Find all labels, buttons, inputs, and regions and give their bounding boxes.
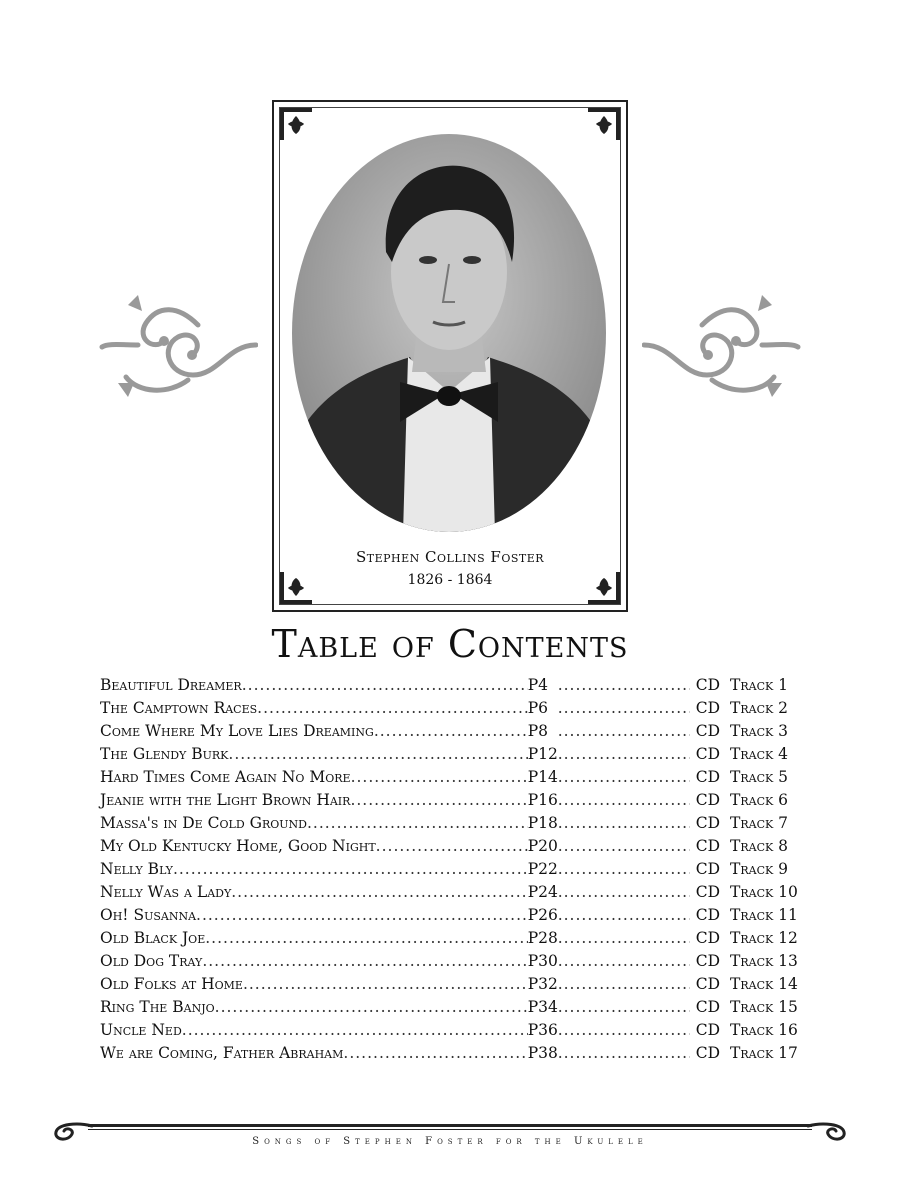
portrait-caption-name: Stephen Collins Foster	[355, 548, 545, 566]
dot-leader	[351, 766, 528, 789]
toc-row	[100, 1019, 800, 1042]
dot-leader	[350, 789, 527, 812]
toc-entry-title: Old Dog Tray	[100, 952, 203, 970]
scroll-flourish-left-icon	[98, 285, 258, 405]
toc-entry-cd: CD	[695, 929, 720, 947]
toc-entry-page: P30	[527, 952, 558, 970]
dot-leader	[558, 766, 690, 789]
toc-entry-cd: CD	[695, 699, 720, 717]
dot-leader	[343, 1042, 527, 1065]
toc-entry-page: P6	[527, 699, 548, 717]
dot-leader	[182, 1019, 528, 1042]
dot-leader	[558, 743, 690, 766]
dot-leader	[173, 858, 528, 881]
toc-row	[100, 927, 800, 950]
toc-entry-page: P32	[527, 975, 558, 993]
toc-entry-page: P38	[527, 1044, 558, 1062]
toc-entry-cd: CD	[695, 1021, 720, 1039]
toc-entry-track: Track 9	[730, 860, 788, 878]
toc-entry-cd: CD	[695, 975, 720, 993]
toc-entry-title: Nelly Bly	[100, 860, 173, 878]
toc-entry-title: The Camptown Races	[100, 699, 258, 717]
scroll-flourish-right-icon	[642, 285, 802, 405]
toc-entry-page: P22	[527, 860, 558, 878]
dot-leader	[558, 835, 690, 858]
toc-entry-page: P26	[527, 906, 558, 924]
dot-leader	[558, 697, 690, 720]
dot-leader	[215, 996, 528, 1019]
toc-entry-track: Track 6	[730, 791, 788, 809]
toc-entry-track: Track 11	[730, 906, 798, 924]
toc-entry-track: Track 4	[730, 745, 788, 763]
toc-row	[100, 881, 800, 904]
toc-entry-page: P16	[527, 791, 558, 809]
toc-entry-title: Old Black Joe	[100, 929, 206, 947]
toc-entry-cd: CD	[695, 768, 720, 786]
toc-entry-cd: CD	[695, 722, 720, 740]
dot-leader	[205, 927, 527, 950]
dot-leader	[558, 950, 690, 973]
toc-row	[100, 789, 800, 812]
dot-leader	[307, 812, 528, 835]
toc-row	[100, 996, 800, 1019]
toc-entry-cd: CD	[695, 860, 720, 878]
portrait-caption-years: 1826 - 1864	[407, 572, 493, 588]
toc-row	[100, 720, 800, 743]
toc-row	[100, 766, 800, 789]
toc-entry-cd: CD	[695, 745, 720, 763]
dot-leader	[558, 812, 690, 835]
toc-row	[100, 697, 800, 720]
toc-entry-track: Track 14	[730, 975, 798, 993]
toc-entry-page: P8	[527, 722, 548, 740]
toc-entry-cd: CD	[695, 906, 720, 924]
dot-leader	[558, 789, 690, 812]
toc-entry-track: Track 8	[730, 837, 788, 855]
dot-leader	[374, 720, 528, 743]
toc-entry-track: Track 13	[730, 952, 798, 970]
toc-entry-track: Track 15	[730, 998, 798, 1016]
toc-entry-cd: CD	[695, 952, 720, 970]
toc-entry-page: P36	[527, 1021, 558, 1039]
toc-entry-title: Hard Times Come Again No More	[100, 768, 351, 786]
dot-leader	[558, 858, 690, 881]
dot-leader	[196, 904, 528, 927]
dot-leader	[558, 674, 690, 697]
toc-entry-page: P14	[527, 768, 558, 786]
dot-leader	[242, 674, 528, 697]
toc-entry-title: The Glendy Burk	[100, 745, 229, 763]
toc-entry-title: Nelly Was a Lady	[100, 883, 232, 901]
toc-entry-title: My Old Kentucky Home, Good Night	[100, 837, 376, 855]
footer-text: Songs of Stephen Foster for the Ukulele	[252, 1136, 648, 1147]
toc-entry-page: P24	[527, 883, 558, 901]
toc-entry-page: P4	[527, 676, 548, 694]
toc-entry-track: Track 16	[730, 1021, 798, 1039]
toc-row	[100, 835, 800, 858]
toc-entry-page: P20	[527, 837, 558, 855]
toc-row	[100, 674, 800, 697]
toc-row	[100, 1042, 800, 1065]
toc-entry-track: Track 3	[730, 722, 788, 740]
toc-entry-track: Track 12	[730, 929, 798, 947]
toc-list	[100, 674, 800, 1065]
toc-row	[100, 743, 800, 766]
dot-leader	[558, 927, 690, 950]
portrait-photo	[290, 132, 608, 534]
toc-row	[100, 973, 800, 996]
dot-leader	[257, 697, 528, 720]
dot-leader	[228, 743, 527, 766]
toc-entry-cd: CD	[695, 883, 720, 901]
toc-row	[100, 858, 800, 881]
toc-entry-cd: CD	[695, 998, 720, 1016]
toc-entry-title: Beautiful Dreamer	[100, 676, 242, 694]
toc-entry-title: Oh! Susanna	[100, 906, 197, 924]
toc-entry-title: Massa's in De Cold Ground	[100, 814, 307, 832]
dot-leader	[558, 1042, 690, 1065]
dot-leader	[231, 881, 527, 904]
dot-leader	[558, 996, 690, 1019]
dot-leader	[376, 835, 528, 858]
toc-entry-page: P28	[527, 929, 558, 947]
toc-entry-track: Track 7	[730, 814, 788, 832]
dot-leader	[202, 950, 527, 973]
toc-entry-page: P34	[527, 998, 558, 1016]
toc-entry-cd: CD	[695, 791, 720, 809]
toc-entry-cd: CD	[695, 676, 720, 694]
toc-row	[100, 904, 800, 927]
toc-entry-track: Track 1	[730, 676, 788, 694]
toc-entry-title: We are Coming, Father Abraham	[100, 1044, 344, 1062]
toc-entry-title: Ring The Banjo	[100, 998, 215, 1016]
toc-entry-track: Track 10	[730, 883, 798, 901]
toc-entry-track: Track 5	[730, 768, 788, 786]
toc-entry-title: Uncle Ned	[100, 1021, 182, 1039]
toc-title: Table of Contents	[271, 622, 629, 666]
toc-entry-cd: CD	[695, 814, 720, 832]
toc-entry-track: Track 17	[730, 1044, 798, 1062]
dot-leader	[558, 881, 690, 904]
toc-entry-title: Come Where My Love Lies Dreaming	[100, 722, 374, 740]
dot-leader	[558, 973, 690, 996]
toc-row	[100, 812, 800, 835]
dot-leader	[558, 1019, 690, 1042]
toc-entry-page: P18	[527, 814, 558, 832]
toc-entry-cd: CD	[695, 837, 720, 855]
toc-entry-title: Jeanie with the Light Brown Hair	[100, 791, 351, 809]
dot-leader	[243, 973, 528, 996]
toc-entry-cd: CD	[695, 1044, 720, 1062]
dot-leader	[558, 720, 690, 743]
dot-leader	[558, 904, 690, 927]
toc-entry-track: Track 2	[730, 699, 788, 717]
toc-entry-title: Old Folks at Home	[100, 975, 243, 993]
toc-entry-page: P12	[527, 745, 558, 763]
toc-row	[100, 950, 800, 973]
